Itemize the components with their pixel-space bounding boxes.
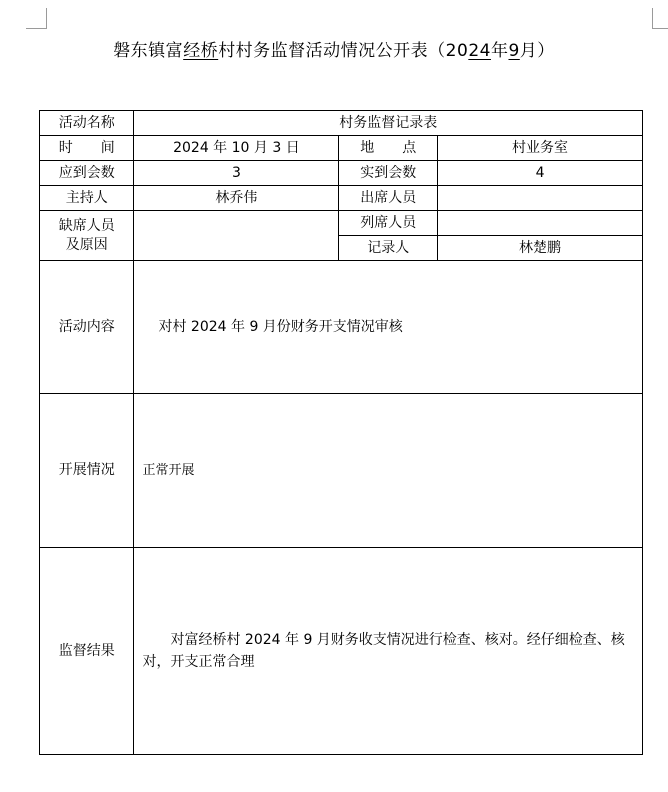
actual-count-value: 4 (438, 161, 643, 186)
title-place: 经桥 (183, 41, 219, 61)
table-row (40, 211, 643, 236)
expected-count-value: 3 (134, 161, 339, 186)
title-month: 9 (508, 41, 520, 61)
title-prefix: 磐东镇富 (113, 41, 184, 61)
time-value: 2024 年 10 月 3 日 (134, 136, 339, 161)
supervision-record-table (39, 110, 643, 755)
actual-count-label: 实到会数 (339, 161, 438, 186)
location-value: 村业务室 (438, 136, 643, 161)
absent-label-line1: 缺席人员 (58, 217, 115, 234)
recorder-label: 记录人 (339, 236, 438, 261)
recorder-value: 林楚鹏 (438, 236, 643, 261)
result-cell (134, 548, 643, 755)
activity-name-label: 活动名称 (40, 111, 134, 136)
content-cell (134, 261, 643, 394)
observers-value (438, 211, 643, 236)
table-row (40, 161, 643, 186)
absent-value (134, 211, 339, 261)
table-row (40, 548, 643, 755)
progress-cell (134, 394, 643, 548)
time-label: 时 间 (40, 136, 134, 161)
table-row (40, 136, 643, 161)
table-row (40, 186, 643, 211)
content-value: 对村 2024 年 9 月份财务开支情况审核 (158, 318, 403, 335)
title-year-suffix: 年 (490, 41, 509, 61)
title-year-tail: 24 (468, 41, 491, 61)
progress-label: 开展情况 (40, 394, 134, 548)
expected-count-label: 应到会数 (40, 161, 134, 186)
page-corner-mark-right (652, 8, 668, 29)
attendees-label: 出席人员 (339, 186, 438, 211)
result-value: 对富经桥村 2024 年 9 月财务收支情况进行检查、核对。经仔细检查、核对，开支正常合理 (142, 632, 625, 670)
absent-label-line2: 及原因 (65, 236, 108, 253)
host-label: 主持人 (40, 186, 134, 211)
page-corner-mark-left (26, 8, 47, 29)
page-title (0, 36, 668, 61)
progress-value: 正常开展 (142, 463, 195, 478)
table-row (40, 394, 643, 548)
location-label: 地 点 (339, 136, 438, 161)
absent-label (40, 211, 134, 261)
table-row (40, 111, 643, 136)
attendees-value (438, 186, 643, 211)
activity-name-value: 村务监督记录表 (134, 111, 643, 136)
table-row (40, 261, 643, 394)
result-label: 监督结果 (40, 548, 134, 755)
host-value: 林乔伟 (134, 186, 339, 211)
content-label: 活动内容 (40, 261, 134, 394)
title-end: 月） (519, 41, 555, 61)
observers-label: 列席人员 (339, 211, 438, 236)
title-mid: 村村务监督活动情况公开表（20 (218, 41, 469, 61)
